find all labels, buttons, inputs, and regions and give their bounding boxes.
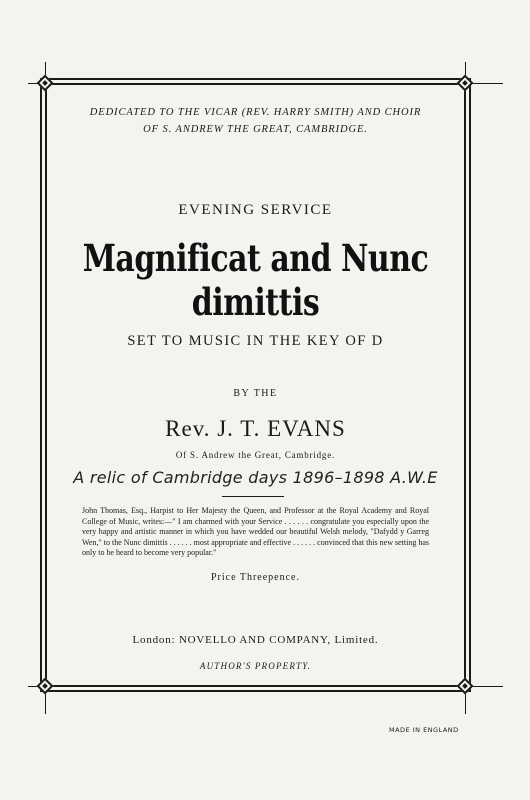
dedication-line-2: OF S. ANDREW THE GREAT, CAMBRIDGE. [143, 124, 368, 135]
divider [222, 496, 284, 497]
testimonial: John Thomas, Esq., Harpist to Her Majesty the Queen, and Professor at the Royal Academy and Royal College of Music, writes:—" I am charmed with your Service . . . . . . congratulate you especially upon the very happy and artistic manner in which you have wedded our beautiful Welsh melody, "Dafydd y Garreg Wen," to the Nunc dimittis . . . . . . most appropriate and effective . . . . . . convinced that this new setting has only to be heard to become very popular." [82, 506, 429, 557]
author-prefix: Rev. [165, 416, 211, 441]
author-name [40, 416, 471, 442]
made-in-label: MADE IN ENGLAND [389, 726, 459, 734]
author-initials: J. T. EVANS [217, 416, 346, 441]
by-line: BY THE [233, 388, 278, 399]
dedication-line-1: DEDICATED TO THE VICAR (REV. HARRY SMITH) AND CHOIR [89, 107, 422, 118]
publisher: London: NOVELLO AND COMPANY, Limited. [132, 634, 379, 646]
title-page [40, 78, 471, 692]
page-title: Magnificat and Nunc dimittis [82, 237, 429, 325]
heading: EVENING SERVICE [178, 202, 333, 218]
dedication [40, 104, 471, 138]
handwritten-note: A relic of Cambridge days 1896–1898 A.W.E [73, 468, 438, 487]
subtitle: SET TO MUSIC IN THE KEY OF D [127, 333, 384, 349]
property-notice: AUTHOR'S PROPERTY. [199, 661, 312, 671]
price: Price Threepence. [211, 572, 300, 583]
affiliation: Of S. Andrew the Great, Cambridge. [175, 450, 336, 460]
